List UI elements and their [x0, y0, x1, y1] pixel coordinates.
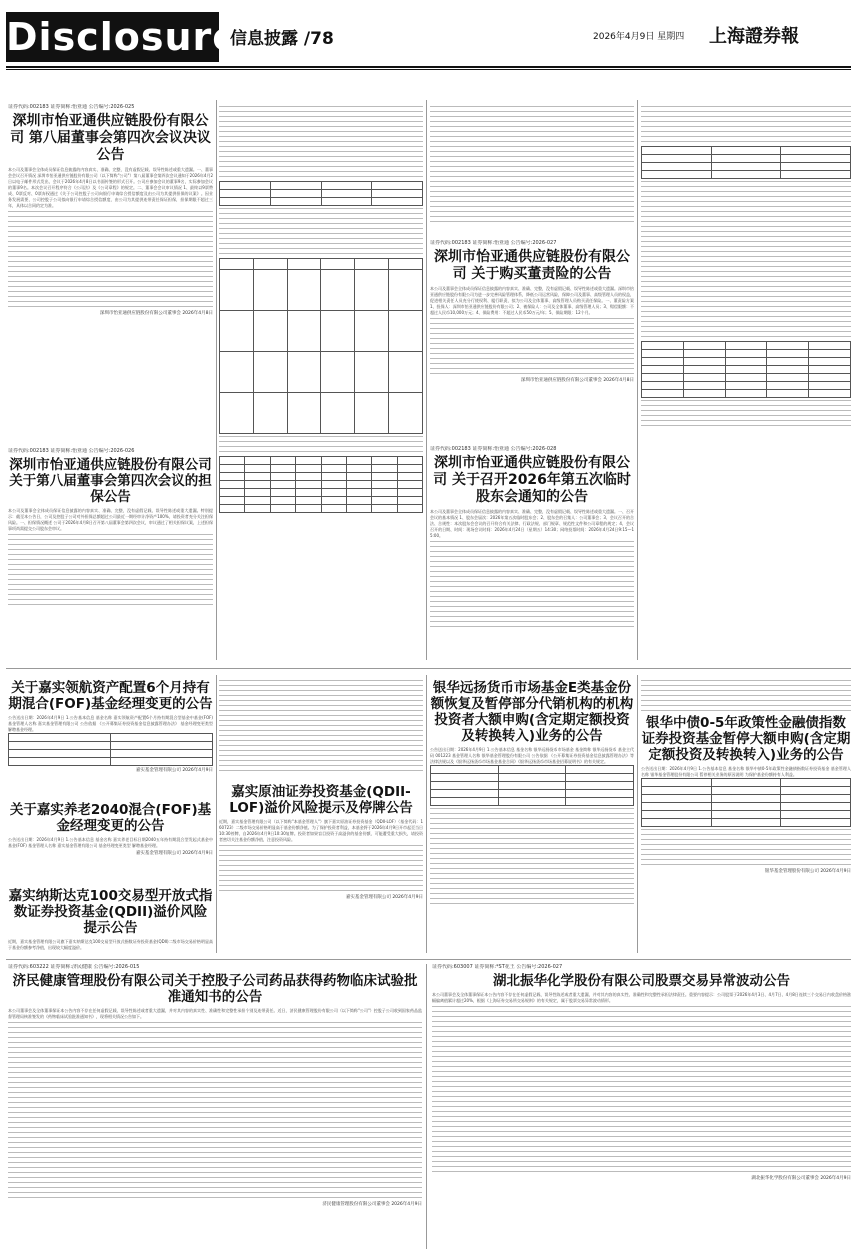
article-headline: 关于嘉实养老2040混合(FOF)基金经理变更的公告 — [9, 802, 212, 834]
body-text-filler — [432, 1006, 851, 1172]
article-crude-oil-fund — [219, 782, 423, 954]
article-headline: 嘉实原油证券投资基金(QDII-LOF)溢价风险提示及停牌公告 — [229, 784, 413, 816]
stock-code-line: 证券代码:002183 证券简称:怡亚通 公告编号:2026-028 — [430, 446, 557, 452]
article-guarantee — [8, 448, 213, 658]
article-jimin-health — [8, 964, 422, 1249]
guarantee-table — [219, 181, 423, 206]
article-body: 公告送出日期：2026年4月9日 1.公告基本信息 基金名称 嘉实养老目标日期2040五年持有期混合型发起式基金中基金(FOF) 基金管理人名称 嘉实基金管理有限公司 基金经理变更类型 解聘基金经理。 — [8, 837, 213, 848]
body-text-filler — [641, 106, 851, 142]
column-divider — [216, 100, 217, 660]
article-body: 本公司及董事会全体成员保证信息披露的内容真实、准确、完整，没有虚假记载、误导性陈述或重大遗漏。一、董事会会议召开情况 深圳市怡亚通供应链股份有限公司（以下简称"公司"）第八届董事会第四次会议通知于2026年4月2日以电子邮件形式发出，会议于2026年4月8日以书面传签的形式召开。公司应参加会议的董事9名，实际参加会议的董事9名。本次会议召开程序符合《公司法》及《公司章程》的规定。二、董事会会议审议情况 1、最终以9票赞成、0票反对、0票弃权通过《关于公司控股子公司向银行申请综合授信额度及由公司为其提供担保的议案》。因业务发展需要，公司控股子公司拟向银行申请综合授信额度，由公司为其提供连带责任保证担保，担保期限不超过三年，具体以合同约定为准。 — [8, 167, 213, 208]
article-zhenhua-chemical — [432, 964, 851, 1249]
stock-code-line: 证券代码:002183 证券简称:怡亚通 公告编号:2026-027 — [430, 240, 557, 246]
fund-info-table — [430, 765, 634, 806]
body-text-filler — [8, 211, 213, 307]
body-text-filler — [641, 680, 851, 711]
stock-code-line: 证券代码:603007 证券简称:*ST花王 公告编号:2026-027 — [432, 964, 563, 970]
newspaper-name: 上海證券報 — [709, 26, 799, 47]
column-divider — [426, 100, 427, 660]
article-fund-manager-change-2 — [8, 800, 213, 882]
body-text-filler — [430, 318, 634, 374]
body-text-filler — [641, 400, 851, 426]
article-signature: 银华基金管理股份有限公司 2026年4月9日 — [764, 869, 851, 874]
stock-code-line: 证券代码:002183 证券简称:怡亚通 公告编号:2026-025 — [8, 104, 135, 110]
body-text-filler — [641, 829, 851, 865]
body-text-filler — [430, 808, 634, 904]
body-text-filler — [219, 436, 423, 452]
article-headline: 湖北振华化学股份有限公司股票交易异常波动公告 — [493, 973, 790, 989]
article-continuation — [641, 104, 851, 658]
article-yinhua-policy-bond — [641, 678, 851, 954]
column-divider — [426, 964, 427, 1249]
section-divider — [6, 668, 851, 669]
header-rule — [6, 66, 851, 68]
body-text-filler — [219, 208, 423, 254]
article-headline: 深圳市怡亚通供应链股份有限公司 第八届董事会第四次会议决议公告 — [10, 113, 211, 163]
article-signature: 嘉实基金管理有限公司 2026年4月9日 — [345, 895, 423, 900]
masthead — [0, 0, 857, 70]
stock-code-line: 证券代码:603222 证券简称:济民健康 公告编号:2026-015 — [8, 964, 140, 970]
fund-info-table — [8, 733, 213, 766]
stock-code-line: 证券代码:002183 证券简称:怡亚通 公告编号:2026-026 — [8, 448, 135, 454]
article-continuation — [430, 104, 634, 234]
article-fund-manager-change-1 — [8, 678, 213, 796]
article-signature: 嘉实基金管理有限公司 2026年4月9日 — [135, 768, 213, 773]
article-headline: 深圳市怡亚通供应链股份有限公司 关于第八届董事会第四次会议的担保公告 — [9, 457, 212, 505]
article-headline: 深圳市怡亚通供应链股份有限公司 关于召开2026年第五次临时股东会通知的公告 — [433, 455, 631, 505]
body-text-filler — [641, 181, 851, 337]
body-text-filler — [430, 106, 634, 222]
body-text-filler — [430, 541, 634, 627]
header-rule-thin — [6, 69, 851, 70]
article-headline: 济民健康管理股份有限公司关于控股子公司药品获得药物临床试验批准通知书的公告 — [12, 973, 418, 1005]
article-body: 公告送出日期：2026年4月9日 1.公告基本信息 基金名称 银华中债0-5年政策性金融债指数证券投资基金 基金管理人名称 银华基金管理股份有限公司 暂停相关业务的原因说明 为保护基金份额持有人利益。 — [641, 766, 851, 777]
fund-info-table — [641, 778, 851, 827]
body-text-filler — [8, 1022, 422, 1198]
meeting-table — [641, 146, 851, 179]
article-nasdaq-premium-risk — [8, 886, 213, 954]
column-divider — [426, 675, 427, 953]
body-text-filler — [219, 680, 423, 771]
column-divider — [637, 675, 638, 953]
article-body: 本公司及董事会全体成员保证信息披露的内容真实、准确、完整，没有虚假记载、误导性陈述或重大遗漏。一、召开会议的基本情况 1、股东会届次：2026年第五次临时股东会；2、股东会的召集人：公司董事会；3、会议召开的合法、合规性：本次股东会会议的召开符合有关法律、行政法规、部门规章、规范性文件和公司章程的规定；4、会议召开的日期、时间：现场会议时间：2026年4月24日（星期五）14:30；网络投票时间：2026年4月24日9:15—15:00。 — [430, 509, 634, 538]
article-signature: 深圳市怡亚通供应链股份有限公司董事会 2026年4月8日 — [99, 311, 213, 316]
column-divider — [637, 100, 638, 660]
article-body: 公告送出日期：2026年4月9日 1.公告基本信息 基金名称 银华远扬货币市场基金 基金简称 银华远扬货币 基金主代码 001223 基金管理人名称 银华基金管理股份有限公司 公告依据 《公开募集证券投资基金信息披露管理办法》等法律法规以及《银华远扬货币市场基金基金合同》《银华远扬货币市场基金招募说明书》的有关规定。 — [430, 747, 634, 764]
article-signature: 济民健康管理股份有限公司董事会 2026年4月9日 — [322, 1202, 422, 1207]
article-body: 近期，嘉实基金管理有限公司（以下简称"本基金管理人"）旗下嘉实原油证券投资基金（QDII-LOF）（基金代码：160723）二级市场交易价格明显高于基金份额净值。为了保护投资者利益，本基金将于2026年4月9日开市起至当日10:30停牌，自2026年4月9日10:30复牌。投资者如果盲目投资于高溢价的基金份额，可能遭受重大损失，请投资者密切关注基金份额净值，注意投资风险。 — [219, 819, 423, 842]
section-title: 信息披露 /78 — [230, 29, 334, 49]
article-body: 本公司董事会及全体董事保证本公告内容不存在任何虚假记载、误导性陈述或者重大遗漏，并对其内容的真实性、准确性和完整性承担法律责任。重要内容提示：公司股票于2026年4月3日、4月7日、4月8日连续三个交易日内收盘价格涨幅偏离值累计超过20%，根据《上海证券交易所交易规则》的有关规定，属于股票交易异常波动情形。 — [432, 992, 851, 1003]
article-headline: 银华远扬货币市场基金E类基金份额恢复及暂停部分代销机构的机构投资者大额申购(含定期定额投资及转换转入)业务的公告 — [430, 680, 634, 744]
article-headline: 嘉实纳斯达克100交易型开放式指数证券投资基金(QDII)溢价风险提示公告 — [8, 888, 213, 936]
column-divider — [216, 675, 217, 953]
article-continuation — [219, 678, 423, 776]
article-headline: 深圳市怡亚通供应链股份有限公司 关于购买董责险的公告 — [434, 249, 630, 282]
article-continuation — [219, 104, 423, 654]
section-divider — [6, 959, 851, 960]
article-directors-insurance — [430, 240, 634, 440]
body-text-filler — [219, 106, 423, 177]
article-body: 本公司董事会及全体董事保证本公告内容不存在任何虚假记载、误导性陈述或者重大遗漏，并对其内容的真实性、准确性和完整性承担个别及连带责任。近日，济民健康管理股份有限公司（以下简称"公司"）控股子公司收到国家药品监督管理局核准签发的《药物临床试验批准通知书》，现将相关情况公告如下。 — [8, 1008, 422, 1019]
article-board-resolution — [8, 104, 213, 444]
article-signature: 湖北振华化学股份有限公司董事会 2026年4月9日 — [751, 1176, 851, 1181]
article-signature: 深圳市怡亚通供应链股份有限公司董事会 2026年4月8日 — [520, 378, 634, 383]
financial-table — [219, 456, 423, 513]
article-headline: 银华中债0-5年政策性金融债指数证券投资基金暂停大额申购(含定期定额投资及转换转入)业务的公告 — [641, 715, 851, 763]
article-body: 本公司及董事会全体成员保证信息披露的内容真实、准确、完整，没有虚假记载、误导性陈述或重大遗漏。特别提示：截至本公告日，公司及控股子公司对外担保总额超过公司最近一期经审计净资产100%，请投资者充分关注担保风险。一、担保情况概述 公司于2026年4月8日召开第八届董事会第四次会议，审议通过了相关担保议案，上述担保事项尚需提交公司股东会审议。 — [8, 508, 213, 531]
body-text-filler — [219, 845, 423, 891]
article-body: 本公司及董事会全体成员保证信息披露的内容真实、准确、完整，没有虚假记载、误导性陈述或重大遗漏。深圳市怡亚通供应链股份有限公司为进一步完善风险管理体系，降低公司运营风险，保障公司及董事、高级管理人员的权益，促进相关责任人员充分行使权利、履行职责，拟为公司及全体董事、高级管理人员购买责任保险。一、董责险方案 1、投保人：深圳市怡亚通供应链股份有限公司；2、被保险人：公司及全体董事、高级管理人员；3、赔偿限额：不超过人民币10,000万元；4、保险费用：不超过人民币50万元/年；5、保险期限：12个月。 — [430, 286, 634, 315]
article-yinhua-money-market — [430, 678, 634, 954]
subsidiary-table — [219, 258, 423, 434]
proxy-vote-table — [641, 341, 851, 398]
article-signature: 嘉实基金管理有限公司 2026年4月9日 — [135, 851, 213, 856]
body-text-filler — [8, 534, 213, 605]
article-body: 近期，嘉实基金管理有限公司旗下嘉实纳斯达克100交易型开放式指数证券投资基金(QDII)二级市场交易价格明显高于基金份额参考净值，出现较大幅度溢价。 — [8, 939, 213, 950]
article-headline: 关于嘉实领航资产配置6个月持有期混合(FOF)基金经理变更的公告 — [8, 680, 213, 712]
article-shareholder-meeting — [430, 446, 634, 658]
issue-date: 2026年4月9日 星期四 — [593, 32, 685, 42]
article-body: 公告送出日期：2026年4月9日 1.公告基本信息 基金名称 嘉实领航资产配置6个月持有期混合型基金中基金(FOF) 基金管理人名称 嘉实基金管理有限公司 公告依据 《公开募集证券投资基金信息披露管理办法》 基金经理变更类型 解聘基金经理。 — [8, 715, 213, 732]
brand-banner: Disclosure — [6, 12, 219, 62]
